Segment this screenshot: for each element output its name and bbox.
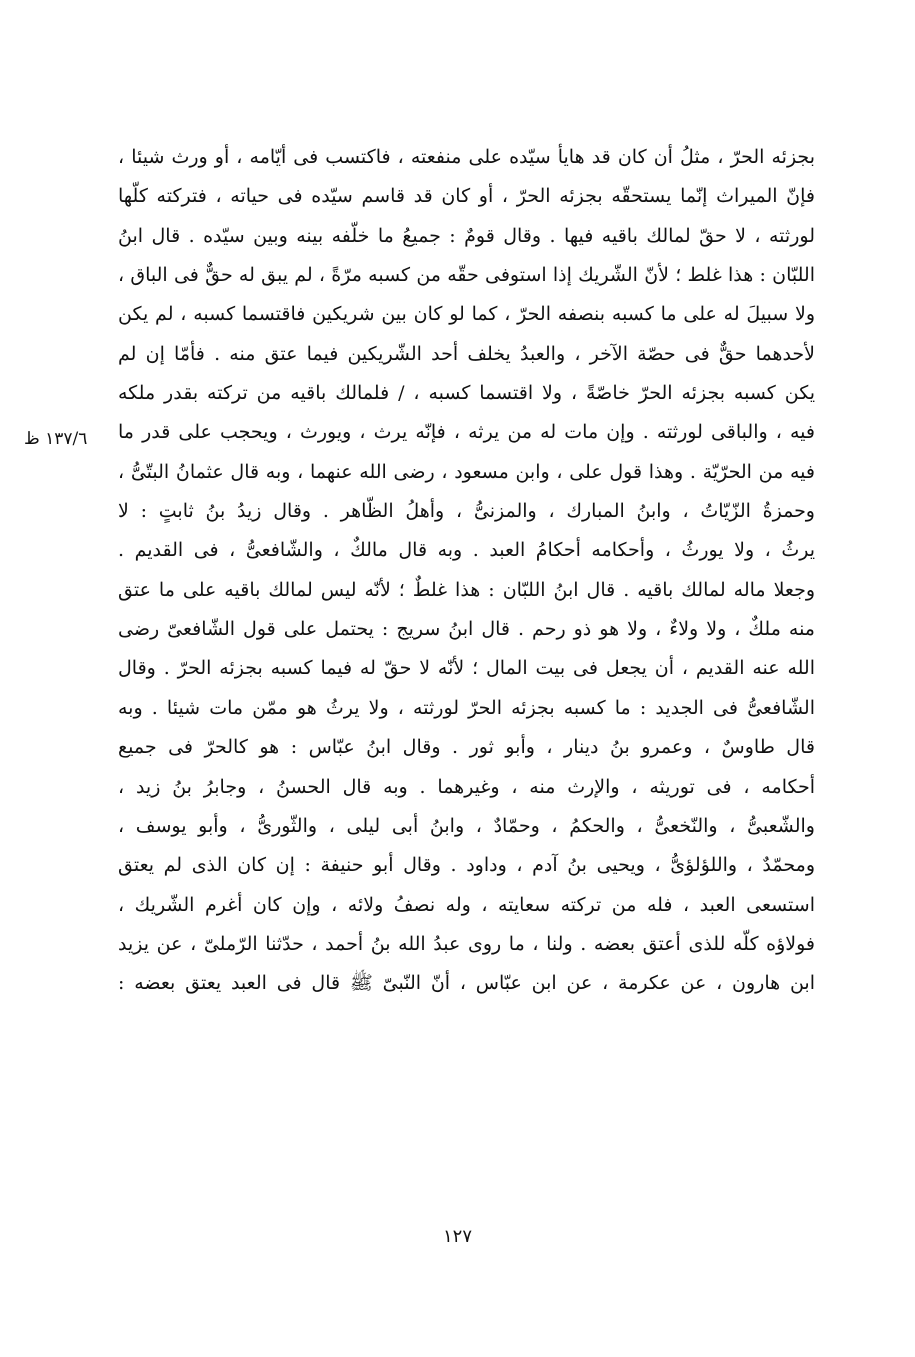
text-line: لورثته ، لا حقّ لمالك باقيه فيها . وقال قومٌ : جميعُ ما خلّفه بينه وبين سيّده . قال ابنُ (118, 224, 815, 247)
page-number: ١٢٧ (442, 1226, 472, 1247)
text-line: استسعى العبد ، فله من تركته سعايته ، وله نصفُ ولائه ، وإن كان أغرم الشّريك ، (118, 893, 815, 916)
margin-folio-note: ١٣٧/٦ ظ (24, 429, 88, 449)
text-line: فولاؤه كلّه للذى أعتق بعضه . ولنا ، ما روى عبدُ الله بنُ أحمد ، حدّثنا الرّملىّ ، عن يزيد (118, 932, 815, 955)
body-text (118, 138, 815, 1004)
text-line: ومحمّدٌ ، واللؤلؤىُّ ، ويحيى بنُ آدم ، وداود . وقال أبو حنيفة : إن كان الذى لم يعتق (118, 854, 815, 877)
text-line: الشّافعىُّ فى الجديد : ما كسبه بجزئه الحرّ لورثته ، ولا يرثُ هو ممّن مات شيئا . وبه (118, 696, 815, 719)
text-line: منه ملكٌ ، ولا ولاءٌ ، ولا هو ذو رحم . قال ابنُ سريج : يحتمل على قول الشّافعىّ رضى (118, 618, 815, 641)
text-line: والشّعبىُّ ، والنّخعىُّ ، والحكمُ ، وحمّادٌ ، وابنُ أبى ليلى ، والثّورىُّ ، وأبو يوسف ، (118, 814, 815, 837)
text-line: اللبّان : هذا غلط ؛ لأنّ الشّريك إذا استوفى حقّه من كسبه مرّةً ، لم يبق له حقٌّ فى الباق ، (118, 264, 815, 287)
text-line: بجزئه الحرّ ، مثلُ أن كان قد هايأ سيّده على منفعته ، فاكتسب فى أيّامه ، أو ورث شيئا ، (118, 146, 815, 168)
text-line: أحكامه ، فى توريثه ، والإرث منه ، وغيرهما . وبه قال الحسنُ ، وجابرُ بنُ زيد ، (118, 775, 815, 798)
text-line: فإنّ الميراث إنّما يستحقّه بجزئه الحرّ ، أو كان قد قاسم سيّده فى حياته ، فتركته كلّها (118, 185, 815, 208)
text-line: الله عنه القديم ، أن يجعل فى بيت المال ؛ لأنّه لا حقّ له فيما كسبه بجزئه الحرّ . وقال (118, 657, 815, 680)
text-line: فيه من الحرّيّة . وهذا قول على ، وابن مسعود ، رضى الله عنهما ، وبه قال عثمانُ البتّىُّ ، (118, 460, 815, 483)
text-line: لأحدهما حقٌّ فى حصّة الآخر ، والعبدُ يخلف أحد الشّريكين فيما عتق منه . فأمّا إن لم (118, 342, 815, 365)
text-line: قال طاوسٌ ، وعمرو بنُ دينار ، وأبو ثور . وقال ابنُ عبّاس : هو كالحرّ فى جميع (118, 736, 815, 759)
text-line: وجعلا ماله لمالك باقيه . قال ابنُ اللبّان : هذا غلطٌ ؛ لأنّه ليس لمالك باقيه على ما عتق (118, 578, 815, 601)
text-line: وحمزةُ الزّيّاتُ ، وابنُ المبارك ، والمزنىُّ ، وأهلُ الظّاهر . وقال زيدُ بنُ ثابتٍ : لا (118, 500, 815, 523)
text-line: ولا سبيلَ له على ما كسبه بنصفه الحرّ ، كما لو كان بين شريكين فاقتسما كسبه ، لم يكن (118, 303, 815, 326)
text-line: فيه ، والباقى لورثته . وإن مات له من يرثه ، فإنّه يرث ، ويورث ، ويحجب على قدر ما (118, 421, 815, 444)
text-line: ابن هارون ، عن عكرمة ، عن ابن عبّاس ، أنّ النّبىّ ﷺ قال فى العبد يعتق بعضه : (118, 972, 815, 995)
text-line: يرثُ ، ولا يورثُ ، وأحكامه أحكامُ العبد . وبه قال مالكٌ ، والشّافعىُّ ، فى القديم . (118, 539, 815, 562)
text-line: يكن كسبه بجزئه الحرّ خاصّةً ، ولا اقتسما كسبه ، / فلمالك باقيه من تركته بقدر ملكه (118, 382, 815, 405)
